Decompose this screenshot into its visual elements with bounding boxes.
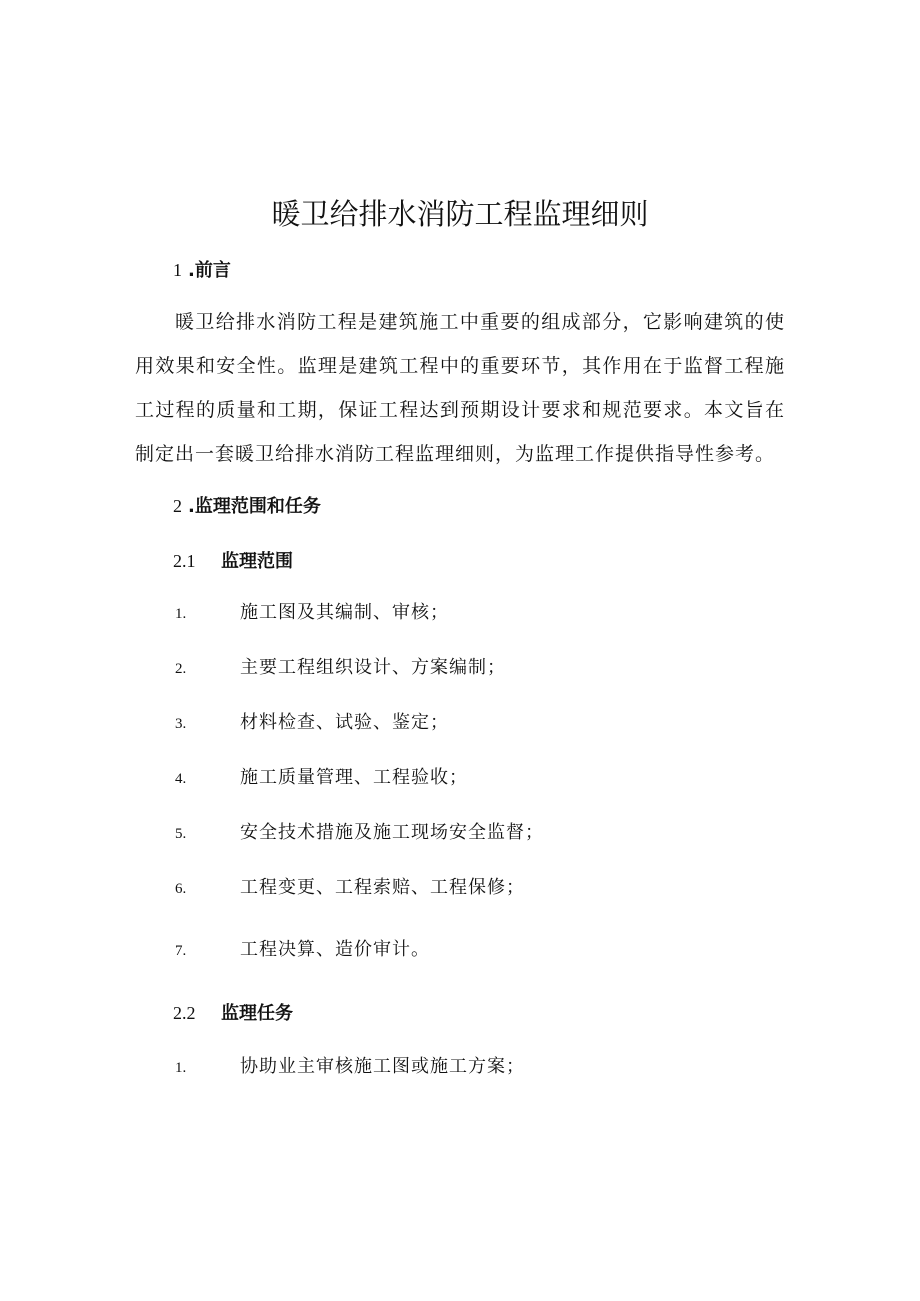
list-item-text: 工程变更、工程索赔、工程保修； [240, 877, 525, 898]
section-number: 2.1 [173, 551, 196, 571]
section-number: 1 [173, 260, 182, 280]
list-item [175, 1052, 525, 1078]
list-item [175, 598, 449, 624]
list-item-text: 施工图及其编制、审核； [240, 602, 449, 623]
section-title: 监理任务 [221, 1003, 293, 1024]
document-title: 暖卫给排水消防工程监理细则 [271, 197, 649, 231]
list-item [175, 935, 430, 961]
list-item-text: 施工质量管理、工程验收； [240, 767, 468, 788]
list-item [175, 653, 506, 679]
list-item-number: 6. [175, 881, 187, 897]
section-number: 2.2 [173, 1003, 196, 1023]
section-number: 2 [173, 496, 182, 516]
list-item-text: 协助业主审核施工图或施工方案； [240, 1056, 525, 1077]
list-item [175, 818, 544, 844]
list-item-text: 安全技术措施及施工现场安全监督； [240, 822, 544, 843]
list-item [175, 763, 468, 789]
section-2-heading [173, 492, 321, 518]
list-item-number: 7. [175, 943, 187, 959]
section-2-2-heading [173, 999, 293, 1025]
list-item [175, 873, 525, 899]
intro-paragraph: 暖卫给排水消防工程是建筑施工中重要的组成部分，它影响建筑的使用效果和安全性。监理是建筑工程中的重要环节，其作用在于监督工程施工过程的质量和工期，保证工程达到预期设计要求和规范要求。本文旨在制定出一套暖卫给排水消防工程监理细则，为监理工作提供指导性参考。 [135, 311, 785, 465]
list-item-number: 1. [175, 1060, 187, 1076]
section-title: .前言 [188, 260, 231, 281]
list-item [175, 708, 449, 734]
section-title: .监理范围和任务 [188, 496, 321, 517]
section-1-heading [173, 256, 231, 282]
list-item-text: 工程决算、造价审计。 [240, 939, 430, 960]
list-item-number: 1. [175, 606, 187, 622]
list-item-text: 材料检查、试验、鉴定； [240, 712, 449, 733]
list-item-number: 3. [175, 716, 187, 732]
list-item-text: 主要工程组织设计、方案编制； [240, 657, 506, 678]
list-item-number: 5. [175, 826, 187, 842]
section-title: 监理范围 [221, 551, 293, 572]
list-item-number: 4. [175, 771, 187, 787]
list-item-number: 2. [175, 661, 187, 677]
section-2-1-heading [173, 547, 293, 573]
